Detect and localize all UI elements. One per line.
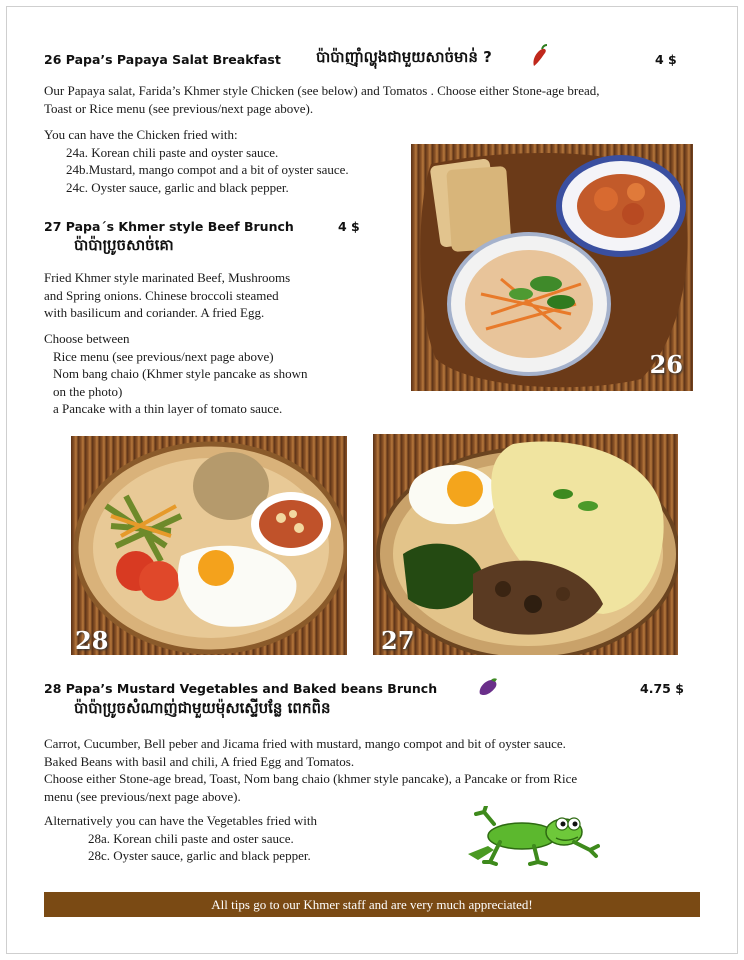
option-24a: 24a. Korean chili paste and oyster sauce. bbox=[66, 144, 279, 160]
option-24c: 24c. Oyster sauce, garlic and black pepper. bbox=[66, 179, 289, 195]
photo-27-illustration bbox=[373, 434, 678, 655]
photo-28-number: 28 bbox=[75, 626, 109, 655]
eggplant-icon bbox=[476, 676, 500, 698]
item-27-choices bbox=[44, 330, 308, 418]
item-27-desc-line: and Spring onions. Chinese broccoli steamed bbox=[44, 287, 279, 303]
item-27-price: 4 $ bbox=[338, 219, 360, 234]
item-27-desc-line: Fried Khmer style marinated Beef, Mushrooms bbox=[44, 270, 291, 285]
item-28-desc-line: Carrot, Cucumber, Bell peber and Jicama fried with mustard, mango compot and bit of oyster sauce. bbox=[44, 736, 566, 751]
item-28-desc-line: Baked Beans with basil and chili, A fried Egg and Tomatos. bbox=[44, 753, 355, 769]
photo-dish-26 bbox=[411, 144, 693, 391]
item-27-desc-line: with basilicum and coriander. A fried Egg. bbox=[44, 305, 265, 320]
item-26-description bbox=[44, 82, 600, 117]
choice-nom-bang-chaio: Nom bang chaio (Khmer style pancake as shown bbox=[53, 366, 308, 381]
frog-illustration bbox=[464, 806, 600, 866]
photo-26-number: 26 bbox=[649, 350, 683, 379]
item-28-alt-intro: Alternatively you can have the Vegetables fried with bbox=[44, 813, 318, 828]
choice-pancake: a Pancake with a thin layer of tomato sauce. bbox=[53, 401, 283, 416]
item-26-price: 4 $ bbox=[655, 52, 677, 67]
choice-rice-menu: Rice menu (see previous/next page above) bbox=[53, 348, 274, 364]
item-28-alternatives bbox=[44, 812, 317, 865]
chili-pepper-icon bbox=[528, 44, 550, 68]
option-28a: 28a. Korean chili paste and oster sauce. bbox=[88, 830, 294, 846]
photo-27-number: 27 bbox=[381, 626, 415, 655]
item-26-options bbox=[44, 126, 349, 196]
choice-nom-bang-chaio-cont: on the photo) bbox=[53, 383, 123, 399]
item-28-price: 4.75 $ bbox=[640, 681, 684, 696]
item-28-desc-line: menu (see previous/next page above). bbox=[44, 788, 241, 804]
photo-dish-28 bbox=[71, 436, 347, 655]
item-28-description bbox=[44, 735, 577, 805]
footer-banner: All tips go to our Khmer staff and are very much appreciated! bbox=[44, 892, 700, 917]
item-27-choose-intro: Choose between bbox=[44, 331, 130, 346]
option-28c: 28c. Oyster sauce, garlic and black pepper. bbox=[88, 848, 311, 863]
option-24b: 24b.Mustard, mango compot and a bit of oyster sauce. bbox=[66, 162, 349, 177]
item-28-desc-line: Choose either Stone-age bread, Toast, Nom bang chaio (khmer style pancake), a Pancake or from Rice bbox=[44, 771, 578, 786]
photo-dish-27 bbox=[373, 434, 678, 655]
photo-28-illustration bbox=[71, 436, 347, 655]
item-26-options-intro: You can have the Chicken fried with: bbox=[44, 127, 238, 142]
item-27-title: 27 Papa´s Khmer style Beef Brunch bbox=[44, 219, 294, 234]
item-28-khmer-name: ប៉ាប៉ាប្រូចសំណាញ់ជាមួយម៉ុសស្ទើបន្លែ ពេកពិន bbox=[74, 699, 331, 717]
item-28-title: 28 Papa’s Mustard Vegetables and Baked beans Brunch bbox=[44, 681, 438, 696]
item-26-desc-line: Our Papaya salat, Farida’s Khmer style Chicken (see below) and Tomatos . Choose either Stone-age bread, bbox=[44, 83, 600, 98]
item-26-desc-line: Toast or Rice menu (see previous/next page above). bbox=[44, 100, 314, 116]
item-27-description bbox=[44, 269, 290, 322]
item-26-title: 26 Papa’s Papaya Salat Breakfast bbox=[44, 52, 281, 67]
item-26-khmer-name: ប៉ាប៉ាញ៉ាំល្ហុងជាមួយសាច់មាន់ ? bbox=[316, 48, 492, 66]
item-27-khmer-name: ប៉ាប៉ាប្រូចសាច់គោ bbox=[74, 236, 174, 254]
